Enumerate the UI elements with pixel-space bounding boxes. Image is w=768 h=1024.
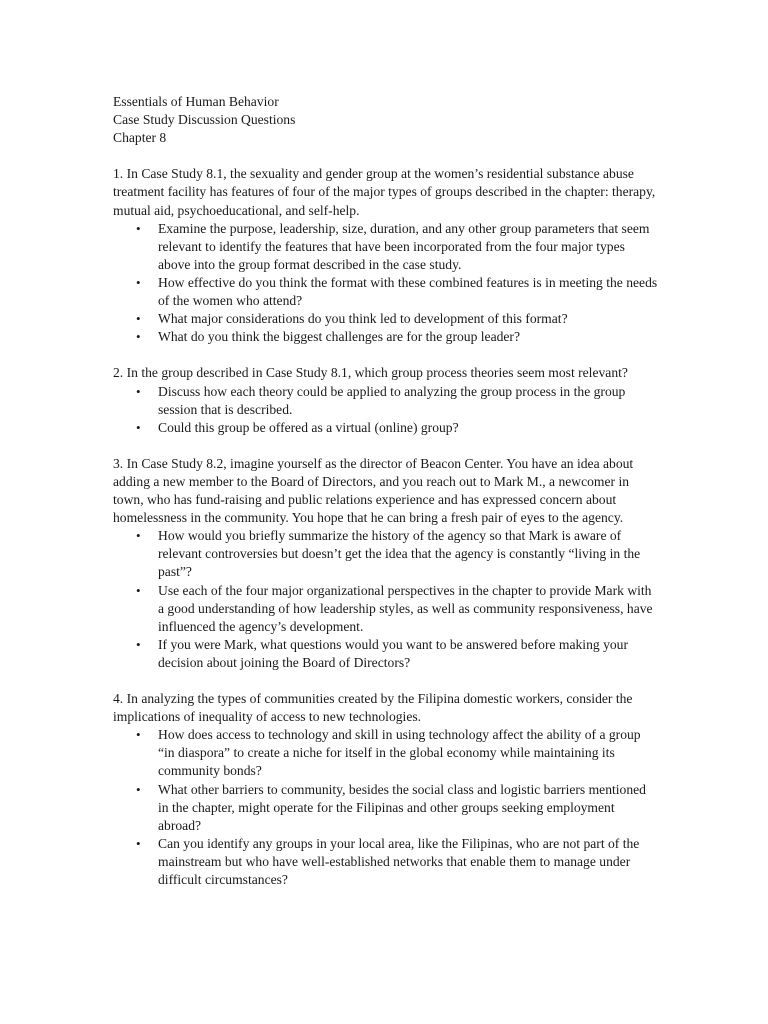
bullet-icon: •: [136, 311, 141, 327]
chapter-label: Chapter 8: [113, 130, 167, 146]
question-bullets: [113, 726, 658, 889]
bullet-item: [136, 220, 658, 274]
bullet-item: [136, 835, 658, 889]
question-2: [113, 364, 658, 436]
bullet-text: Could this group be offered as a virtual (online) group?: [158, 419, 459, 435]
document-header: [113, 93, 658, 147]
bullet-item: [136, 383, 658, 419]
bullet-text: Use each of the four major organizational perspectives in the chapter to provide Mark with a good understanding of how leadership styles, as well as community responsiveness, have influenced the agency’s development.: [158, 582, 653, 634]
bullet-text: What major considerations do you think led to development of this format?: [158, 311, 568, 327]
bullet-text: If you were Mark, what questions would you want to be answered before making your decision about joining the Board of Directors?: [158, 636, 628, 670]
question-bullets: [113, 220, 658, 347]
bullet-icon: •: [136, 220, 141, 236]
bullet-text: What other barriers to community, besides the social class and logistic barriers mentioned in the chapter, might operate for the Filipinas and other groups seeking employment abroad?: [158, 781, 646, 833]
question-text: 1. In Case Study 8.1, the sexuality and gender group at the women’s residential substance abuse treatment facility has features of four of the major types of groups described in the chapter: therapy, mutual aid, psychoeducational, and self-help.: [113, 166, 656, 218]
bullet-item: [136, 274, 658, 310]
bullet-icon: •: [136, 781, 141, 797]
question-1: [113, 165, 658, 346]
bullet-text: How would you briefly summarize the history of the agency so that Mark is aware of relevant controversies but doesn’t get the idea that the agency is constantly “living in the past”?: [158, 528, 641, 580]
question-text: 2. In the group described in Case Study 8.1, which group process theories seem most relevant?: [113, 365, 628, 381]
bullet-item: [136, 419, 658, 437]
bullet-text: Discuss how each theory could be applied to analyzing the group process in the group session that is described.: [158, 383, 626, 417]
bullet-icon: •: [136, 419, 141, 435]
document-subtitle: Case Study Discussion Questions: [113, 112, 296, 128]
question-4: [113, 690, 658, 889]
bullet-text: Can you identify any groups in your local area, like the Filipinas, who are not part of the mainstream but who have well-established networks that enable them to manage under difficult circumstances?: [158, 835, 640, 888]
bullet-item: [136, 310, 658, 328]
question-text: 3. In Case Study 8.2, imagine yourself as the director of Beacon Center. You have an idea about adding a new member to the Board of Directors, and you reach out to Mark M., a newcomer in town, who has fund-raising and public relations experience and has expressed concern about homelessness in the community. You hope that he can bring a fresh pair of eyes to the agency.: [113, 455, 634, 526]
bullet-icon: •: [136, 582, 141, 598]
bullet-item: [136, 328, 658, 346]
bullet-icon: •: [136, 383, 141, 399]
bullet-icon: •: [136, 329, 141, 345]
bullet-item: [136, 781, 658, 835]
bullet-icon: •: [136, 274, 141, 290]
bullet-icon: •: [136, 727, 141, 743]
question-bullets: [113, 383, 658, 437]
bullet-icon: •: [136, 835, 141, 851]
bullet-text: How does access to technology and skill in using technology affect the ability of a group “in diaspora” to create a niche for itself in the global economy while maintaining its community bonds?: [158, 727, 641, 779]
document-title: Essentials of Human Behavior: [113, 94, 279, 109]
bullet-text: What do you think the biggest challenges are for the group leader?: [158, 329, 520, 345]
bullet-item: [136, 582, 658, 636]
question-bullets: [113, 527, 658, 672]
document-page: [113, 93, 658, 889]
bullet-text: How effective do you think the format with these combined features is in meeting the needs of the women who attend?: [158, 274, 658, 309]
bullet-icon: •: [136, 636, 141, 652]
question-text: 4. In analyzing the types of communities created by the Filipina domestic workers, consider the implications of inequality of access to new technologies.: [113, 691, 633, 725]
bullet-icon: •: [136, 528, 141, 544]
bullet-item: [136, 726, 658, 780]
question-3: [113, 455, 658, 672]
bullet-item: [136, 636, 658, 672]
bullet-item: [136, 527, 658, 581]
bullet-text: Examine the purpose, leadership, size, duration, and any other group parameters that seem relevant to identify the features that have been incorporated from the four major types above into the group format described in the case study.: [158, 220, 650, 272]
